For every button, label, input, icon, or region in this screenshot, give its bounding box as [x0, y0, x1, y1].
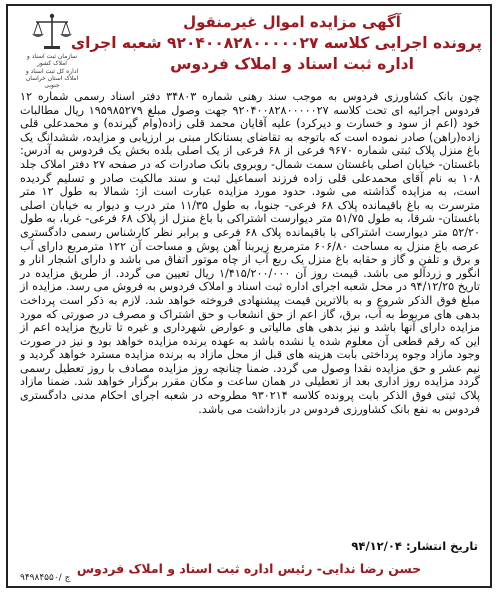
- publication-date: [351, 539, 478, 553]
- notice-frame: [6, 4, 492, 588]
- notice-code: ۹۴۹۸۴۵۵۰/ ج: [20, 573, 71, 583]
- org-name-line1: سازمان ثبت اسناد و املاک کشور: [26, 53, 78, 67]
- notice-title: آگهی مزایده اموال غیرمنقول: [183, 13, 401, 31]
- office-name-line: اداره ثبت اسناد و املاک فردوس: [170, 55, 414, 73]
- notice-body-paragraph: چون بانک کشاورزی فردوس به موجب سند رهنی شماره ۳۴۸۰۳ دفتر اسناد رسمی شماره ۱۲ فردوس اجرائیه ای تحت کلاسه ۹۲۰۴۰۰۸۲۸۰۰۰۰۰۲۷ جهت وصول مبلغ ۱۹۵۹۸۵۲۷۹ ریال مطالبات خود (اعم از سود و خسارت و دیرکرد) علیه آقایان محمد قلی زاده(وام گیرنده) و محمدعلی قلی زاده(راهن) صادر نموده است که باتوجه به تقاضای بستانکار مبنی بر ارزیابی و مزایده، ششدانگ یک باغ منزل پلاک ثبتی شماره ۹۶۷۰ فرعی از ۶۸ فرعی از یک اصلی بلده بخش یک فردوس به آدرس: باغستان- خیابان اصلی باغستان سمت شمال- روبروی بانک صادرات که در صفحه ۲۷ دفتر املاک جلد ۱۰۸ به نام آقای محمدعلی قلی زاده فرزند اسماعیل ثبت و سند مالکیت صادر و تسلیم گردیده است، به مزایده گذاشته می شود. حدود مورد مزایده عبارت است از: شمالا به طول ۱۲ متر مترسرت به باغ باقیمانده پلاک ۶۸ فرعی- جنوبا، به طول ۱۱/۳۵ متر درب و دیوار به خیابان اصلی باغستان- شرقا، به طول ۵۱/۷۵ متر دیوارست اشتراکی با باغ منزل از پلاک ۶۸ فرعی- غربا، به طول ۵۲/۲۰ متر دیوارست اشتراکی با باقیمانده پلاک ۶۸ فرعی و برابر نظر کارشناس رسمی دادگستری عرصه باغ منزل به مساحت ۶۰۶/۸۰ مترمربع زیربنا آهن پوش و مساحت آن ۱۲۲ مترمربع دارای آب و برق و تلفن و گاز و حقابه باغ منزل یک ربع آب از چاه موتور اتفاق می باشد و دارای اشجار انار و انگور و زردآلو می باشد. قیمت روز آن ۱/۴۱۵/۲۰۰/۰۰۰ ریال تعیین می گردد. از طریق مزایده در تاریخ ۹۴/۱۲/۲۵ در محل شعبه اجرای اداره ثبت اسناد و املاک فردوس به فروش می رسد. مزایده از مبلغ فوق الذکر شروع و به بالاترین قیمت پیشنهادی فروخته خواهد شد. لازم به ذکر است پرداخت بدهی های مربوط به آب، برق، گاز اعم از حق انشعاب و حق اشتراک و مصرف در صورتی که مورد مزایده دارای آنها باشد و نیز بدهی های مالیاتی و عوارض شهرداری و غیره تا تاریخ مزایده اعم از این که رقم قطعی آن معلوم شده یا نشده باشد به عهده برنده مزایده خواهد بود و نیز در صورت وجود مازاد وجوه پرداختی بابت هزینه های قبل از محل مازاد به برنده مزایده مسترد خواهد گردید و نیم عشر و حق مزایده نقدا وصول می گردد. ضمنا چنانچه روز مزایده مصادف با روز تعطیل رسمی گردد مزایده روز اداری بعد از تعطیلی در همان ساعت و مکان مقرر برگزار خواهد شد. ضمنا مازاد پلاک ثبتی فوق الذکر بابت پرونده کلاسه ۹۳۰۲۱۴ مطروحه در شعبه اجرای احکام مدنی دادگستری فردوس به نفع بانک کشاورزی فردوس در بازداشت می باشد.: [20, 90, 481, 416]
- signature-line: حسن رضا ندایی- رئیس اداره ثبت اسناد و املاک فردوس: [76, 561, 422, 576]
- publication-date-value: ۹۴/۱۲/۰۴: [351, 539, 402, 553]
- notice-header: [70, 12, 482, 75]
- publication-label: تاریخ انتشار:: [405, 539, 478, 553]
- org-name-line2: اداره کل ثبت اسناد و املاک استان خراسان جنوبی: [25, 68, 79, 89]
- case-number-line: پرونده اجرایی کلاسه ۹۲۰۴۰۰۸۲۸۰۰۰۰۰۲۷ شعبه اجرای: [70, 34, 482, 52]
- notice-body: [20, 90, 480, 416]
